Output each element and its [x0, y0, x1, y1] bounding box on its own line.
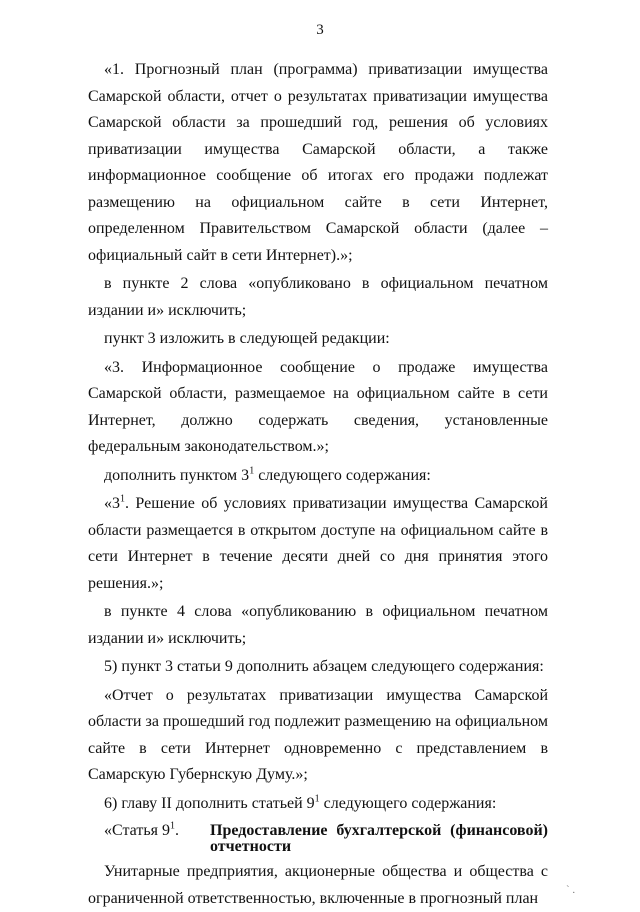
paragraph-4: «3. Информационное сообщение о продаже имущества Самарской области, размещаемое на официальном сайте в сети Интернет, должно содержать сведения, установленные федеральным законодательством.»;	[88, 358, 548, 455]
paragraph-2: в пункте 2 слова «опубликовано в официальном печатном издании и» исключить;	[88, 275, 548, 319]
paragraph-9: «Отчет о результатах приватизации имущества Самарской области за прошедший год подлежит размещению на официальном сайте в сети Интернет одновременно с представлением в Самарскую Губернскую Думу.»;	[88, 686, 548, 783]
paragraph-11: Унитарные предприятия, акционерные общества и общества с ограниченной ответственностью, включенные в прогнозный план	[88, 863, 548, 907]
document-body	[88, 57, 548, 912]
article-label: «Статья $9^1$.	[104, 820, 179, 839]
paragraph-1: «1. Прогнозный план (программа) приватизации имущества Самарской области, отчет о результатах приватизации имущества Самарской области за прошедший год, решения об условиях приватизации имущества Самарской области, а также информационное сообщение об итогах его продажи подлежат размещению на официальном сайте в сети Интернет, определенном Правительством Самарской области (далее – официальный сайт в сети Интернет).»;	[88, 61, 548, 264]
paragraph-7: в пункте 4 слова «опубликованию в официальном печатном издании и» исключить;	[88, 603, 548, 647]
paragraph-3: пункт 3 изложить в следующей редакции:	[104, 330, 390, 347]
article-title: Предоставление бухгалтерской (финансовой) отчетности	[210, 822, 548, 855]
article-heading	[88, 817, 548, 859]
page-number: 3	[316, 22, 324, 38]
paragraph-6: «$3^1$. Решение об условиях приватизации имущества Самарской области размещается в открытом доступе на официальном сайте в сети Интернет в течение десяти дней со дня принятия этого решения.»;	[88, 493, 548, 592]
paragraph-10: 6) главу II дополнить статьей $9^1$ следующего содержания:	[104, 793, 497, 812]
paragraph-8: 5) пункт 3 статьи 9 дополнить абзацем следующего содержания:	[104, 658, 544, 675]
margin-mark: ` .	[566, 884, 576, 896]
paragraph-5: дополнить пунктом $3^1$ следующего содержания:	[104, 465, 431, 484]
